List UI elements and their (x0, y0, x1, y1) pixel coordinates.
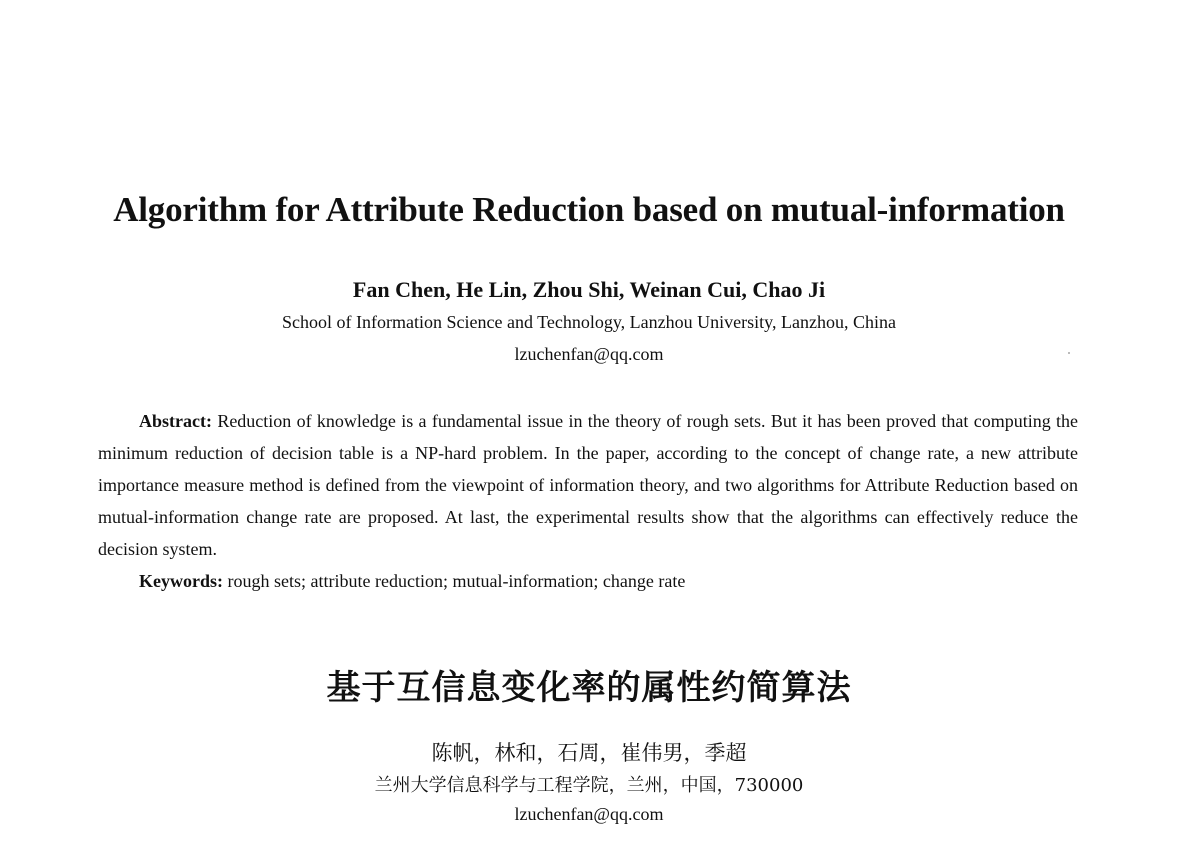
chinese-authors: 陈帆，林和，石周，崔伟男，季超 (431, 741, 747, 765)
chinese-affiliation: 兰州大学信息科学与工程学院，兰州，中国，730000 (374, 775, 804, 796)
english-authors: Fan Chen, He Lin, Zhou Shi, Weinan Cui, Chao Ji (352, 277, 826, 302)
english-title: Algorithm for Attribute Reduction based on mutual-information (113, 190, 1065, 229)
keywords-line (139, 565, 685, 597)
abstract-label: Abstract: (139, 411, 212, 431)
scan-speck (1068, 352, 1070, 354)
english-email: lzuchenfan@qq.com (514, 344, 664, 364)
abstract-text: Reduction of knowledge is a fundamental issue in the theory of rough sets. But it has been proved that computing the minimum reduction of decision table is a NP-hard problem. In the paper, according to the concept of change rate, a new attribute importance measure method is defined from the viewpoint of information theory, and two algorithms for Attribute Reduction based on mutual-information change rate are proposed. At last, the experimental results show that the algorithms can effectively reduce the decision system. (98, 411, 1079, 559)
chinese-email: lzuchenfan@qq.com (514, 804, 664, 824)
english-affiliation: School of Information Science and Technology, Lanzhou University, Lanzhou, China (282, 312, 896, 332)
keywords-label: Keywords: (139, 571, 223, 591)
chinese-title: 基于互信息变化率的属性约简算法 (326, 668, 852, 708)
abstract-paragraph (98, 405, 1078, 565)
keywords-text: rough sets; attribute reduction; mutual-information; change rate (227, 571, 686, 591)
